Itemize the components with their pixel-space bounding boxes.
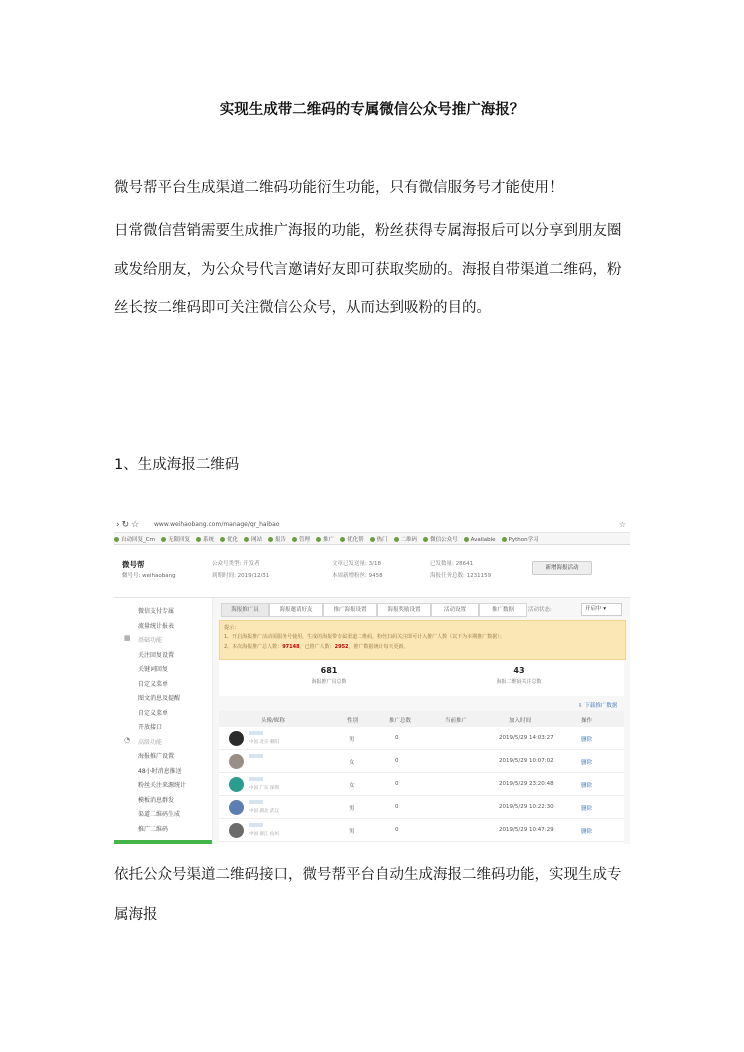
tab-poster-settings[interactable]: 推广海报设置: [323, 603, 377, 617]
bookmark-item[interactable]: 自动回复_Cm: [114, 533, 155, 543]
tab-invites[interactable]: 海报邀请好友: [269, 603, 323, 617]
stat-label: 海报二维码关注总数: [496, 679, 542, 685]
gender: 女: [349, 783, 355, 789]
description-paragraph: 日常微信营销需要生成推广海报的功能，粉丝获得专属海报后可以分享到朋友圈或发给朋友，为公众号代言邀请好友即可获取奖励的。海报自带渠道二维码，粉丝长按二维码即可关注微信公众号，从而达到吸粉的目的。: [114, 223, 622, 316]
avatar: [229, 800, 244, 815]
browser-address-bar: [114, 518, 630, 533]
sidebar-group-icon: ◔: [124, 735, 131, 744]
promo-count: 0: [395, 758, 399, 764]
gender: 男: [349, 829, 355, 835]
filter-label: 活动状态:: [528, 607, 552, 613]
main-panel: [213, 598, 630, 844]
header-info: 公众号类型: 开发者: [212, 561, 260, 567]
stat-label: 海报推广员总数: [311, 679, 347, 685]
location: 中国 浙江 杭州: [249, 832, 279, 837]
gender: 男: [349, 737, 355, 743]
join-time: 2019/5/29 10:47:29: [499, 827, 554, 833]
account-id: 微号号: weihaobang: [122, 573, 176, 579]
sidebar-item[interactable]: 粉丝关注来源统计: [138, 782, 187, 789]
notice-text: ，推广数据统计每天更新。: [348, 644, 409, 650]
bookmark-item[interactable]: 报告: [268, 533, 286, 543]
promo-count: 0: [395, 804, 399, 810]
promoter-table: [219, 711, 624, 844]
location: 中国 北京 朝阳: [249, 740, 279, 745]
header-info: 本周新增粉丝: 9458: [332, 573, 383, 579]
delete-link[interactable]: 删除: [581, 783, 593, 789]
join-time: 2019/5/29 10:07:02: [499, 758, 554, 764]
app-logo: 微号帮: [122, 560, 145, 569]
promo-count: 0: [395, 781, 399, 787]
location: 中国 广东 深圳: [249, 786, 279, 791]
notice-text: ，已推广人数：: [299, 644, 335, 650]
notice-number: 97148: [282, 644, 300, 650]
header-info: 海报任务总数: 1231159: [430, 573, 492, 579]
nickname-blurred: [249, 823, 263, 827]
download-link[interactable]: [578, 701, 617, 709]
nickname-blurred: [249, 731, 263, 735]
join-time: 2019/5/29 10:22:30: [499, 804, 554, 810]
download-icon: ⇩: [578, 703, 583, 709]
bookmark-item[interactable]: 系统: [196, 533, 214, 543]
download-label: 下载推广数据: [584, 703, 618, 709]
join-time: 2019/5/29 23:20:48: [499, 781, 554, 787]
bookmark-item[interactable]: 优化: [220, 533, 238, 543]
header-info: 到期时间: 2019/12/31: [212, 573, 270, 579]
notice-text: 2、本次海报推广总人数：: [224, 644, 283, 650]
nickname-blurred: [249, 754, 263, 758]
bookmark-item[interactable]: 无限回复: [161, 533, 190, 543]
notice-number: 2952: [334, 644, 349, 650]
notice-line: [224, 643, 409, 650]
avatar: [229, 731, 244, 746]
bookmark-item[interactable]: 优化帮: [340, 533, 364, 543]
bookmark-item[interactable]: 二维码: [394, 533, 418, 543]
stat-number: 43: [513, 666, 525, 675]
gender: 男: [349, 806, 355, 812]
avatar: [229, 777, 244, 792]
table-row: [219, 751, 624, 773]
sidebar-item[interactable]: 微信支付专属: [138, 608, 175, 615]
document-title: 实现生成带二维码的专属微信公众号推广海报？: [219, 102, 525, 118]
sidebar-item[interactable]: 关键词回复: [138, 666, 169, 673]
bookmark-item[interactable]: 网站: [244, 533, 262, 543]
section-heading: 1、生成海报二维码: [114, 457, 240, 473]
avatar: [229, 823, 244, 838]
bookmarks-bar: [114, 533, 630, 545]
column-header: 头像/昵称: [261, 718, 285, 724]
closing-paragraph: 依托公众号渠道二维码接口，微号帮平台自动生成海报二维码功能，实现生成专属海报: [114, 867, 622, 923]
sidebar-item[interactable]: 关注回复设置: [138, 651, 175, 659]
address-url: www.weihaobang.com/manage/qr_haibao: [154, 521, 280, 528]
promo-count: 0: [395, 735, 399, 741]
gender: 女: [349, 760, 355, 766]
browser-nav-icons: ›↻☆: [116, 520, 142, 530]
stat-number: 681: [320, 666, 338, 675]
bookmark-item[interactable]: 管理: [292, 533, 310, 543]
bookmark-star-icon: ☆: [618, 520, 626, 529]
nickname-blurred: [249, 800, 263, 804]
embedded-screenshot: [114, 518, 630, 844]
notice-title: 提示：: [224, 625, 240, 631]
sidebar-active-bar: [114, 840, 212, 844]
header-info: 文章已发送量: 3/18: [332, 561, 381, 567]
sidebar-group-label: 基础功能: [138, 637, 163, 644]
notice-line: 1、开启海报推广活动需服务号使用，生成的海报带专属渠道二维码，粉丝扫码关注即可计入推广人数（以下为本期推广数据）；: [224, 634, 505, 640]
table-row: [219, 797, 624, 819]
sidebar-item[interactable]: 自定义菜单: [138, 680, 169, 688]
notice-box: [219, 620, 626, 660]
bookmark-item[interactable]: 热门: [370, 533, 388, 543]
tab-reward-settings[interactable]: 海报奖励设置: [377, 603, 431, 617]
location: 中国 湖北 武汉: [249, 809, 279, 814]
sidebar-group-icon: ▦: [124, 634, 131, 642]
table-row: [219, 774, 624, 796]
delete-link[interactable]: 删除: [581, 737, 593, 743]
tab-promoters[interactable]: 海报推广员: [221, 603, 269, 617]
sidebar-item[interactable]: 海报推广设置: [138, 753, 175, 760]
sidebar-item[interactable]: 渠道二维码生成: [138, 811, 181, 818]
tab-data[interactable]: 推广数据: [479, 603, 527, 617]
sidebar-item[interactable]: 开放接口: [138, 724, 163, 731]
table-row: [219, 820, 624, 842]
tab-bar: [213, 603, 630, 617]
table-row: [219, 728, 624, 750]
sidebar-item[interactable]: 自定义菜单: [138, 709, 169, 717]
bookmark-item[interactable]: 推广: [316, 533, 334, 543]
sidebar-group-label: 高级功能: [138, 738, 163, 746]
app-header: [114, 545, 630, 598]
column-header: 操作: [581, 718, 593, 724]
sidebar-item[interactable]: 推广二维码: [138, 825, 169, 833]
column-header: 推广总数: [389, 718, 412, 724]
bookmark-item[interactable]: 微信公众号: [423, 533, 458, 543]
bookmark-item[interactable]: Available: [464, 535, 496, 543]
stats-panel: [219, 660, 624, 696]
status-select[interactable]: 开启中 ▾: [581, 603, 622, 616]
column-header: 当前推广: [445, 718, 468, 724]
table-header: [219, 711, 624, 727]
header-info: 已发数量: 28641: [430, 561, 474, 567]
intro-paragraph: 微号帮平台生成渠道二维码功能衍生功能，只有微信服务号才能使用！: [114, 180, 564, 196]
column-header: 加入时间: [509, 718, 532, 724]
sidebar-item[interactable]: 模板消息群发: [138, 796, 175, 804]
delete-link[interactable]: 删除: [581, 829, 593, 835]
stat-follows: [449, 666, 589, 685]
nickname-blurred: [249, 777, 263, 781]
sidebar: [114, 598, 213, 844]
delete-link[interactable]: 删除: [581, 806, 593, 812]
promo-count: 0: [395, 827, 399, 833]
column-header: 性别: [347, 718, 359, 724]
avatar: [229, 754, 244, 769]
stat-promoters: [259, 666, 399, 685]
join-time: 2019/5/29 14:03:27: [499, 735, 554, 741]
sidebar-item[interactable]: 流量统计报表: [138, 622, 175, 630]
new-poster-button[interactable]: 新增海报活动: [532, 561, 592, 575]
sidebar-item[interactable]: 48小时消息推送: [138, 767, 182, 775]
bookmark-item[interactable]: Python学习: [502, 533, 539, 543]
tab-activity-settings[interactable]: 活动设置: [431, 603, 479, 617]
delete-link[interactable]: 删除: [581, 760, 593, 766]
sidebar-item[interactable]: 图文消息及提醒: [138, 695, 181, 702]
status-select-value: 开启中: [585, 606, 602, 612]
